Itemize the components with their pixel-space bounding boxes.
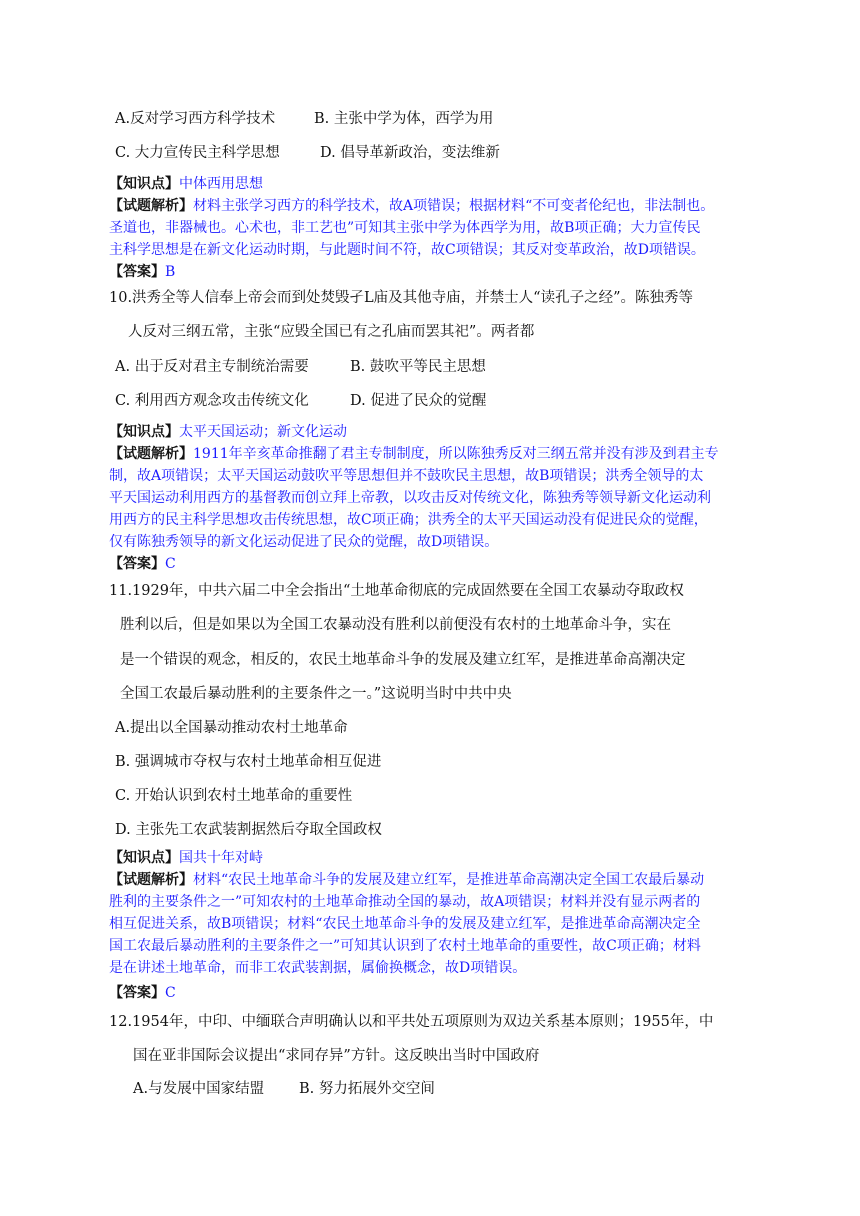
q11-option-a: A.提出以全国暴动推动农村土地革命: [115, 720, 348, 736]
q9-knowledge-point: [109, 173, 263, 195]
q11-stem-line-3: 是一个错误的观念，相反的，农民土地革命斗争的发展及建立红军，是推进革命高潮决定: [120, 652, 686, 668]
q11-option-d: D. 主张先工农武装割据然后夺取全国政权: [115, 822, 382, 838]
q10-answer: [109, 553, 176, 575]
analysis-line: 胜利的主要条件之一”可知农村的土地革命推动全国的暴动，故A项错误；材料并没有显示两者的: [109, 894, 701, 910]
q10-option-d: D. 促进了民众的觉醒: [350, 393, 487, 409]
knowledge-tag: 【知识点】: [109, 424, 179, 440]
answer-value: B: [165, 264, 176, 280]
q10-option-a: A. 出于反对君主专制统治需要: [115, 359, 309, 375]
q12-option-b: B. 努力拓展外交空间: [299, 1081, 435, 1097]
analysis-line: 1911年辛亥革命推翻了君主专制制度，所以陈独秀反对三纲五常并没有涉及到君主专: [193, 446, 719, 462]
q10-option-b: B. 鼓吹平等民主思想: [350, 359, 486, 375]
q10-option-c: C. 利用西方观念攻击传统文化: [115, 393, 309, 409]
q11-answer: [109, 982, 176, 1004]
analysis-line: 平天国运动利用西方的基督教而创立拜上帝教，以攻击反对传统文化，陈独秀等领导新文化运动利: [109, 490, 711, 506]
analysis-tag: 【试题解析】: [109, 446, 193, 462]
q12-stem-line-1: 12.1954年，中印、中缅联合声明确认以和平共处五项原则为双边关系基本原则；1955年，中: [109, 1014, 714, 1030]
analysis-line: 制，故A项错误；太平天国运动鼓吹平等思想但并不鼓吹民主思想，故B项错误；洪秀全领导的太: [109, 468, 704, 484]
analysis-line: 相互促进关系，故B项错误；材料“农民土地革命斗争的发展及建立红军，是推进革命高潮决定全: [109, 916, 701, 932]
analysis-line: 材料主张学习西方的科学技术，故A项错误；根据材料“不可变者伦纪也，非法制也。: [193, 198, 715, 214]
knowledge-text: 太平天国运动；新文化运动: [179, 424, 347, 440]
q11-analysis: [109, 869, 749, 979]
q11-option-b: B. 强调城市夺权与农村土地革命相互促进: [115, 754, 382, 770]
knowledge-text: 中体西用思想: [179, 176, 263, 192]
analysis-tag: 【试题解析】: [109, 872, 193, 888]
analysis-line: 国工农最后暴动胜利的主要条件之一”可知其认识到了农村土地革命的重要性，故C项正确；材料: [109, 938, 701, 954]
q11-stem-line-2: 胜利以后，但是如果以为全国工农暴动没有胜利以前便没有农村的土地革命斗争，实在: [120, 617, 671, 633]
q11-option-c: C. 开始认识到农村土地革命的重要性: [115, 788, 353, 804]
q10-stem-line-1: 10.洪秀全等人信奉上帝会而到处焚毁孑L庙及其他寺庙，并禁士人“读孔子之经”。陈独秀等: [109, 290, 694, 306]
q11-knowledge-point: [109, 847, 263, 869]
q9-option-c: C. 大力宣传民主科学思想: [115, 145, 280, 161]
analysis-line: 主科学思想是在新文化运动时期，与此题时间不符，故C项错误；其反对变革政治，故D项错误。: [109, 242, 705, 258]
answer-value: C: [165, 985, 176, 1001]
q9-answer: [109, 261, 175, 283]
q10-analysis: [109, 443, 749, 553]
answer-value: C: [165, 556, 176, 572]
q11-stem-line-1: 11.1929年，中共六届二中全会指出“土地革命彻底的完成固然要在全国工农暴动夺取政权: [109, 583, 684, 599]
answer-tag: 【答案】: [109, 556, 165, 572]
analysis-tag: 【试题解析】: [109, 198, 193, 214]
analysis-line: 圣道也，非器械也。心术也，非工艺也”可知其主张中学为体西学为用，故B项正确；大力宣传民: [109, 220, 701, 236]
q9-option-d: D. 倡导革新政治，变法维新: [320, 145, 500, 161]
q9-option-b: B. 主张中学为体，西学为用: [314, 111, 494, 127]
knowledge-text: 国共十年对峙: [179, 850, 263, 866]
q10-stem-line-2: 人反对三纲五常，主张“应毁全国已有之孔庙而罢其祀”。两者都: [128, 324, 535, 340]
answer-tag: 【答案】: [109, 264, 165, 280]
knowledge-tag: 【知识点】: [109, 176, 179, 192]
analysis-line: 是在讲述土地革命，而非工农武装割据，属偷换概念，故D项错误。: [109, 960, 527, 976]
answer-tag: 【答案】: [109, 985, 165, 1001]
q9-option-a: A.反对学习西方科学技术: [115, 111, 276, 127]
analysis-line: 材料“农民土地革命斗争的发展及建立红军，是推进革命高潮决定全国工农最后暴动: [193, 872, 705, 888]
q12-option-a: A.与发展中国家结盟: [133, 1081, 265, 1097]
analysis-line: 用西方的民主科学思想攻击传统思想，故C项正确；洪秀全的太平天国运动没有促进民众的觉醒，: [109, 512, 708, 528]
q11-stem-line-4: 全国工农最后暴动胜利的主要条件之一。”这说明当时中共中央: [120, 686, 512, 702]
analysis-line: 仅有陈独秀领导的新文化运动促进了民众的觉醒，故D项错误。: [109, 534, 499, 550]
q10-knowledge-point: [109, 421, 347, 443]
knowledge-tag: 【知识点】: [109, 850, 179, 866]
q12-stem-line-2: 国在亚非国际会议提出“求同存异”方针。这反映出当时中国政府: [133, 1048, 540, 1064]
q9-analysis: [109, 195, 749, 261]
